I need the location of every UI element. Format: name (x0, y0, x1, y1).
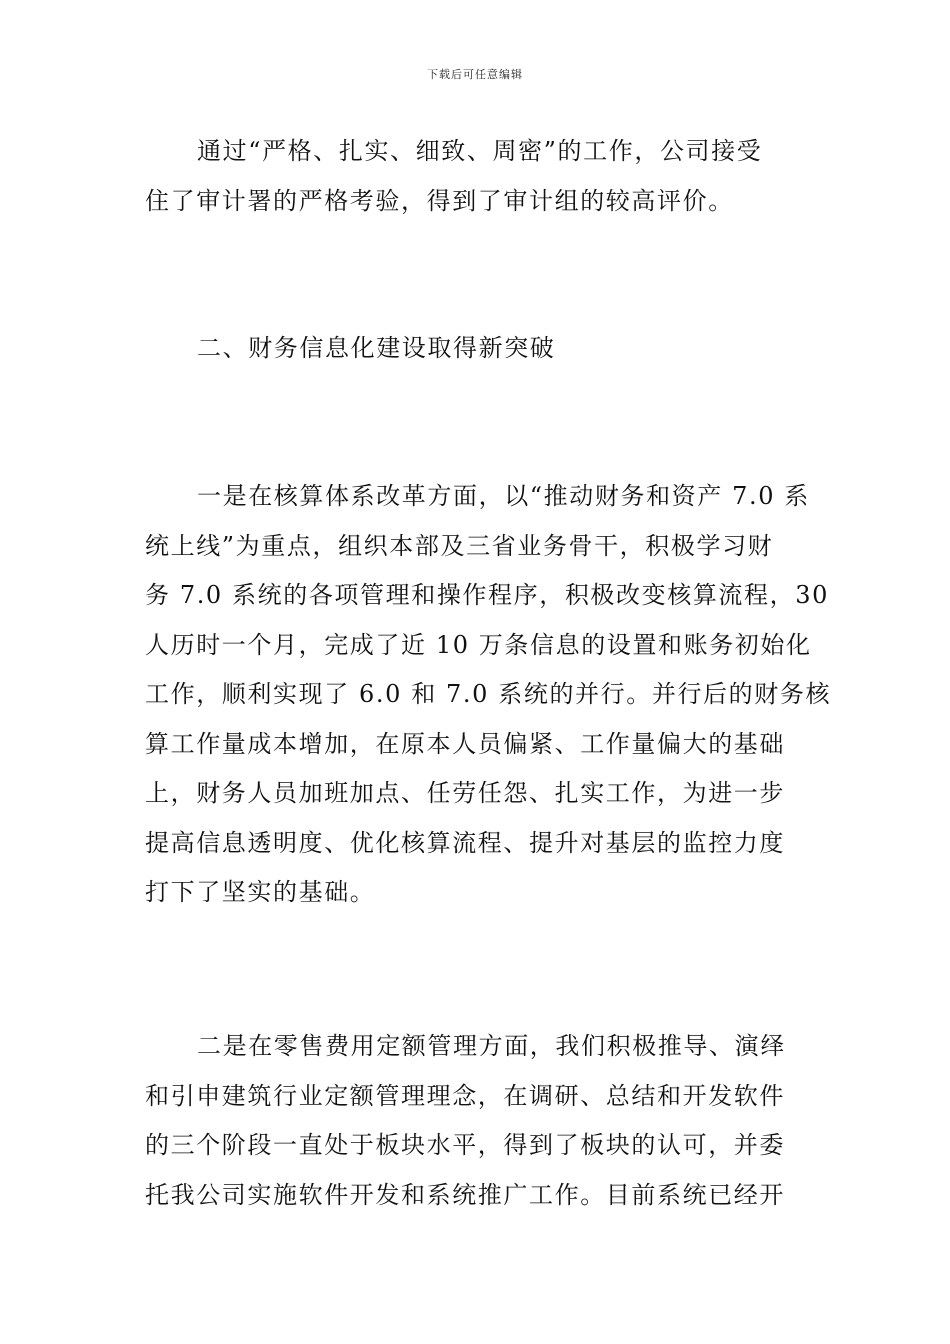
paragraph-line: 托我公司实施软件开发和系统推广工作。目前系统已经开 (145, 1180, 785, 1209)
paragraph-quota-management (145, 1022, 810, 1220)
paragraph-line: 打下了坚实的基础。 (145, 878, 376, 906)
section-heading: 二、财务信息化建设取得新突破 (197, 334, 556, 362)
paragraph-line: 提高信息透明度、优化核算流程、提升对基层的监控力度 (145, 828, 785, 857)
paragraph-line: 算工作量成本增加，在原本人员偏紧、工作量偏大的基础 (145, 729, 785, 758)
paragraph-line: 统上线”为重点，组织本部及三省业务骨干，积极学习财 (145, 531, 774, 560)
paragraph-line: 人历时一个月，完成了近 10 万条信息的设置和账务初始化 (145, 630, 812, 659)
paragraph-line: 和引申建筑行业定额管理理念，在调研、总结和开发软件 (145, 1081, 785, 1110)
paragraph-line: 的三个阶段一直处于板块水平，得到了板块的认可，并委 (145, 1131, 785, 1159)
page-header: 下载后可任意编辑 (427, 68, 523, 81)
paragraph-audit-result (145, 127, 810, 226)
paragraph-line: 住了审计署的严格考验，得到了审计组的较高评价。 (145, 186, 734, 215)
paragraph-line: 一是在核算体系改革方面，以“推动财务和资产 7.0 系 (197, 482, 810, 510)
paragraph-line: 上，财务人员加班加点、任劳任怨、扎实工作，为进一步 (145, 779, 785, 807)
paragraph-accounting-reform (145, 472, 832, 918)
paragraph-line: 工作，顺利实现了 6.0 和 7.0 系统的并行。并行后的财务核 (145, 680, 832, 708)
paragraph-line: 通过“严格、扎实、细致、周密”的工作，公司接受 (197, 137, 763, 165)
paragraph-line: 务 7.0 系统的各项管理和操作程序，积极改变核算流程，30 (145, 581, 829, 609)
paragraph-line: 二是在零售费用定额管理方面，我们积极推导、演绎 (197, 1032, 786, 1060)
